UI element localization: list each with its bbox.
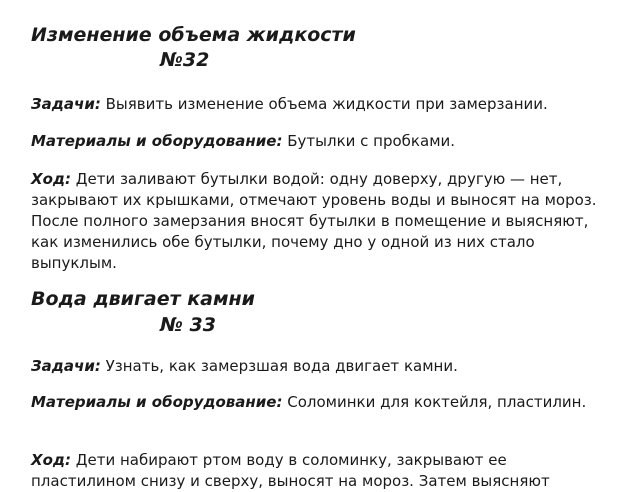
materials-label: Материалы и оборудование: bbox=[31, 132, 283, 150]
procedure-paragraph bbox=[31, 169, 611, 274]
materials-paragraph bbox=[31, 392, 611, 413]
tasks-text: Выявить изменение объема жидкости при замерзании. bbox=[100, 95, 548, 113]
materials-text: Бутылки с пробками. bbox=[282, 132, 456, 150]
section-number: №32 bbox=[160, 49, 210, 71]
tasks-paragraph bbox=[31, 94, 611, 115]
procedure-text: Дети набирают ртом воду в соломинку, закрывают ее пластилином снизу и сверху, выносят на мороз. Затем выясняют bbox=[31, 451, 550, 490]
materials-label: Материалы и оборудование: bbox=[31, 393, 283, 411]
tasks-label: Задачи: bbox=[31, 357, 101, 375]
section-number: № 33 bbox=[160, 314, 216, 336]
materials-text: Соломинки для коктейля, пластилин. bbox=[282, 393, 587, 411]
materials-paragraph bbox=[31, 131, 611, 152]
procedure-text: Дети заливают бутылки водой: одну доверху, другую — нет, закрывают их крышками, отмечают уровень воды и выносят на мороз. После полного замерзания вносят бутылки в помещение и выясняют, как изменились обе бутылки, почему дно у одной из них стало выпуклым. bbox=[31, 170, 597, 272]
tasks-text: Узнать, как замерзшая вода двигает камни. bbox=[100, 357, 458, 375]
procedure-label: Ход: bbox=[31, 170, 71, 188]
procedure-label: Ход: bbox=[31, 451, 71, 469]
section-title: Вода двигает камни bbox=[31, 288, 255, 310]
tasks-paragraph bbox=[31, 356, 611, 377]
tasks-label: Задачи: bbox=[31, 95, 101, 113]
section-title: Изменение объема жидкости bbox=[31, 24, 356, 46]
procedure-paragraph bbox=[31, 450, 611, 492]
